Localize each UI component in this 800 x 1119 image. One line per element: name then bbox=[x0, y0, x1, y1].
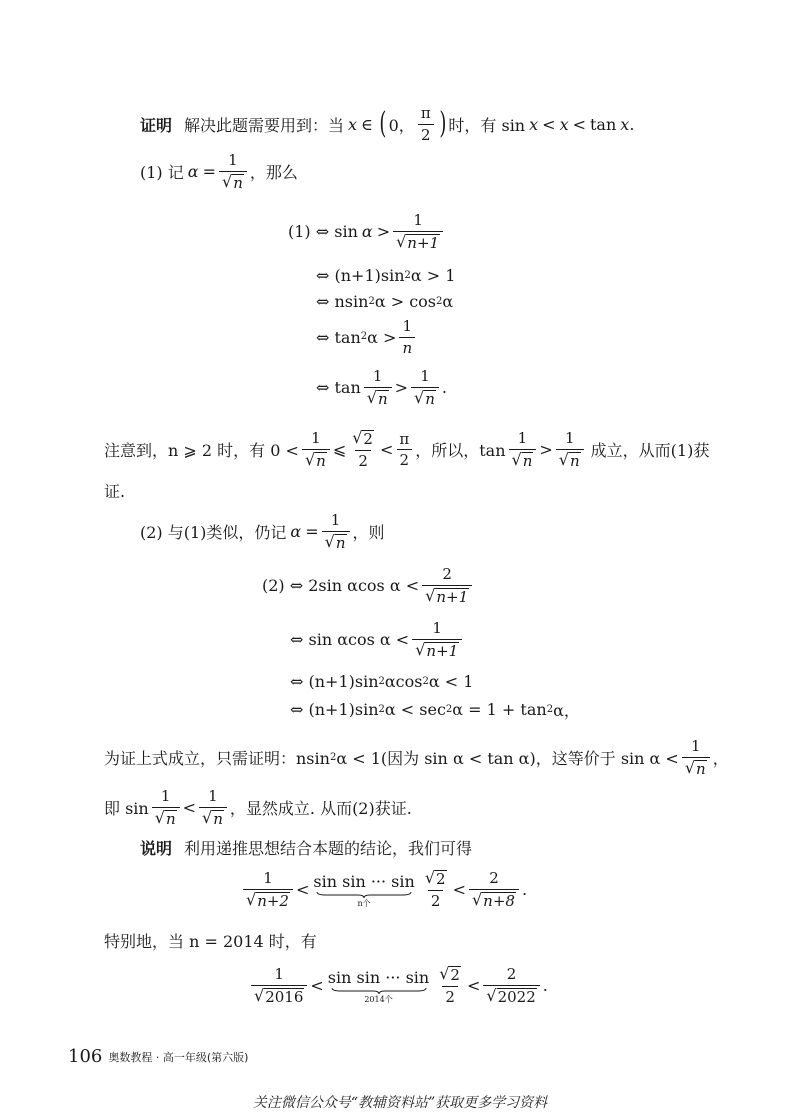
p1-line2: ⇔ (n+1)sin 2 α > 1 bbox=[316, 266, 456, 285]
part2-intro: (2) 与(1)类似，仍记 α = 1 √ n ，则 bbox=[140, 511, 385, 552]
var-x: x bbox=[348, 114, 358, 134]
p1-line5: ⇔ tan 1 √ n > 1 √ n . bbox=[316, 367, 448, 408]
paren-close: ) bbox=[439, 106, 447, 141]
note-line: 注意到， n ⩾ 2 时，有 0 < 1 √ n ⩽ √ 2 2 < $\frac{\pi}{2}$ ，所以，tan 1 √ n > 1 √ n 成立，从而(1)获 bbox=[104, 428, 710, 471]
remark-inequality-2: 1 √ 2016 < sin sin ··· sin 2014个 √ 2 2 < 2 √ 2022 . bbox=[248, 966, 548, 1006]
special-case-line: 特别地，当 n = 2014 时，有 bbox=[104, 932, 317, 951]
p2-line1: (2) ⇔ 2sin αcos α < 2 √ n+1 bbox=[262, 566, 475, 606]
remark-label: 说明 bbox=[140, 839, 173, 858]
proof-intro-text: 解决此题需要用到：当 bbox=[184, 115, 345, 135]
pi-over-2: $\frac{\pi}{2}$ bbox=[418, 105, 434, 143]
p2-line2: ⇔ sin αcos α < 1 √ n+1 bbox=[290, 620, 465, 660]
proof-label: 证明 bbox=[140, 115, 173, 135]
watermark: 关注微信公众号“教辅资料站”获取更多学习资料 bbox=[252, 1095, 548, 1111]
remark-inequality-1: 1 √ n+2 < sin sin ··· sin n个 √ 2 2 < 2 √ n+8 . bbox=[240, 870, 527, 910]
p1-line4: ⇔ tan 2 α > $\frac{1}{n}$ bbox=[316, 318, 418, 356]
book-title: 奥数教程 · 高一年级(第六版) bbox=[108, 1050, 249, 1064]
verify-line2: 即 sin 1 √ n < 1 √ n ，显然成立. 从而(2)获证. bbox=[104, 787, 412, 828]
paren-open: ( bbox=[379, 106, 387, 141]
proof-then: 时，有 sin bbox=[448, 115, 526, 135]
p1-line3: ⇔ nsin 2 α > cos 2 α bbox=[316, 292, 454, 311]
note-line2: 证. bbox=[104, 482, 126, 501]
page-number: 106 bbox=[68, 1046, 103, 1067]
interval-zero: 0， bbox=[388, 115, 415, 135]
p2-line3: ⇔ (n+1)sin 2 αcos 2 α < 1 bbox=[290, 672, 474, 691]
p1-line1: (1) ⇔ sin α > 1 √ n+1 bbox=[288, 212, 446, 252]
p2-line4: ⇔ (n+1)sin 2 α < sec 2 α = 1 + tan 2 α， bbox=[290, 700, 580, 720]
in-symbol: ∈ bbox=[361, 114, 373, 134]
verify-line1: 为证上式成立，只需证明：nsin 2 α < 1(因为 sin α < tan α)，这等价于 sin α < 1 √ n ， bbox=[104, 737, 729, 778]
sin-chain-n: sin sin ··· sin n个 bbox=[313, 871, 415, 908]
proof-intro-line: 证明 解决此题需要用到：当 x ∈ ( 0， $\frac{\pi}{2}$ ) 时，有 sin x < x < tan x . bbox=[140, 104, 635, 144]
part1-intro: (1) 记 α = 1 √ n ，那么 bbox=[140, 151, 298, 192]
page-footer bbox=[68, 1046, 248, 1067]
sin-chain-2014: sin sin ··· sin 2014个 bbox=[327, 967, 430, 1004]
frac-1-sqrt-n: 1 √ n bbox=[219, 152, 247, 192]
remark-line: 说明 利用递推思想结合本题的结论，我们可得 bbox=[140, 836, 472, 859]
